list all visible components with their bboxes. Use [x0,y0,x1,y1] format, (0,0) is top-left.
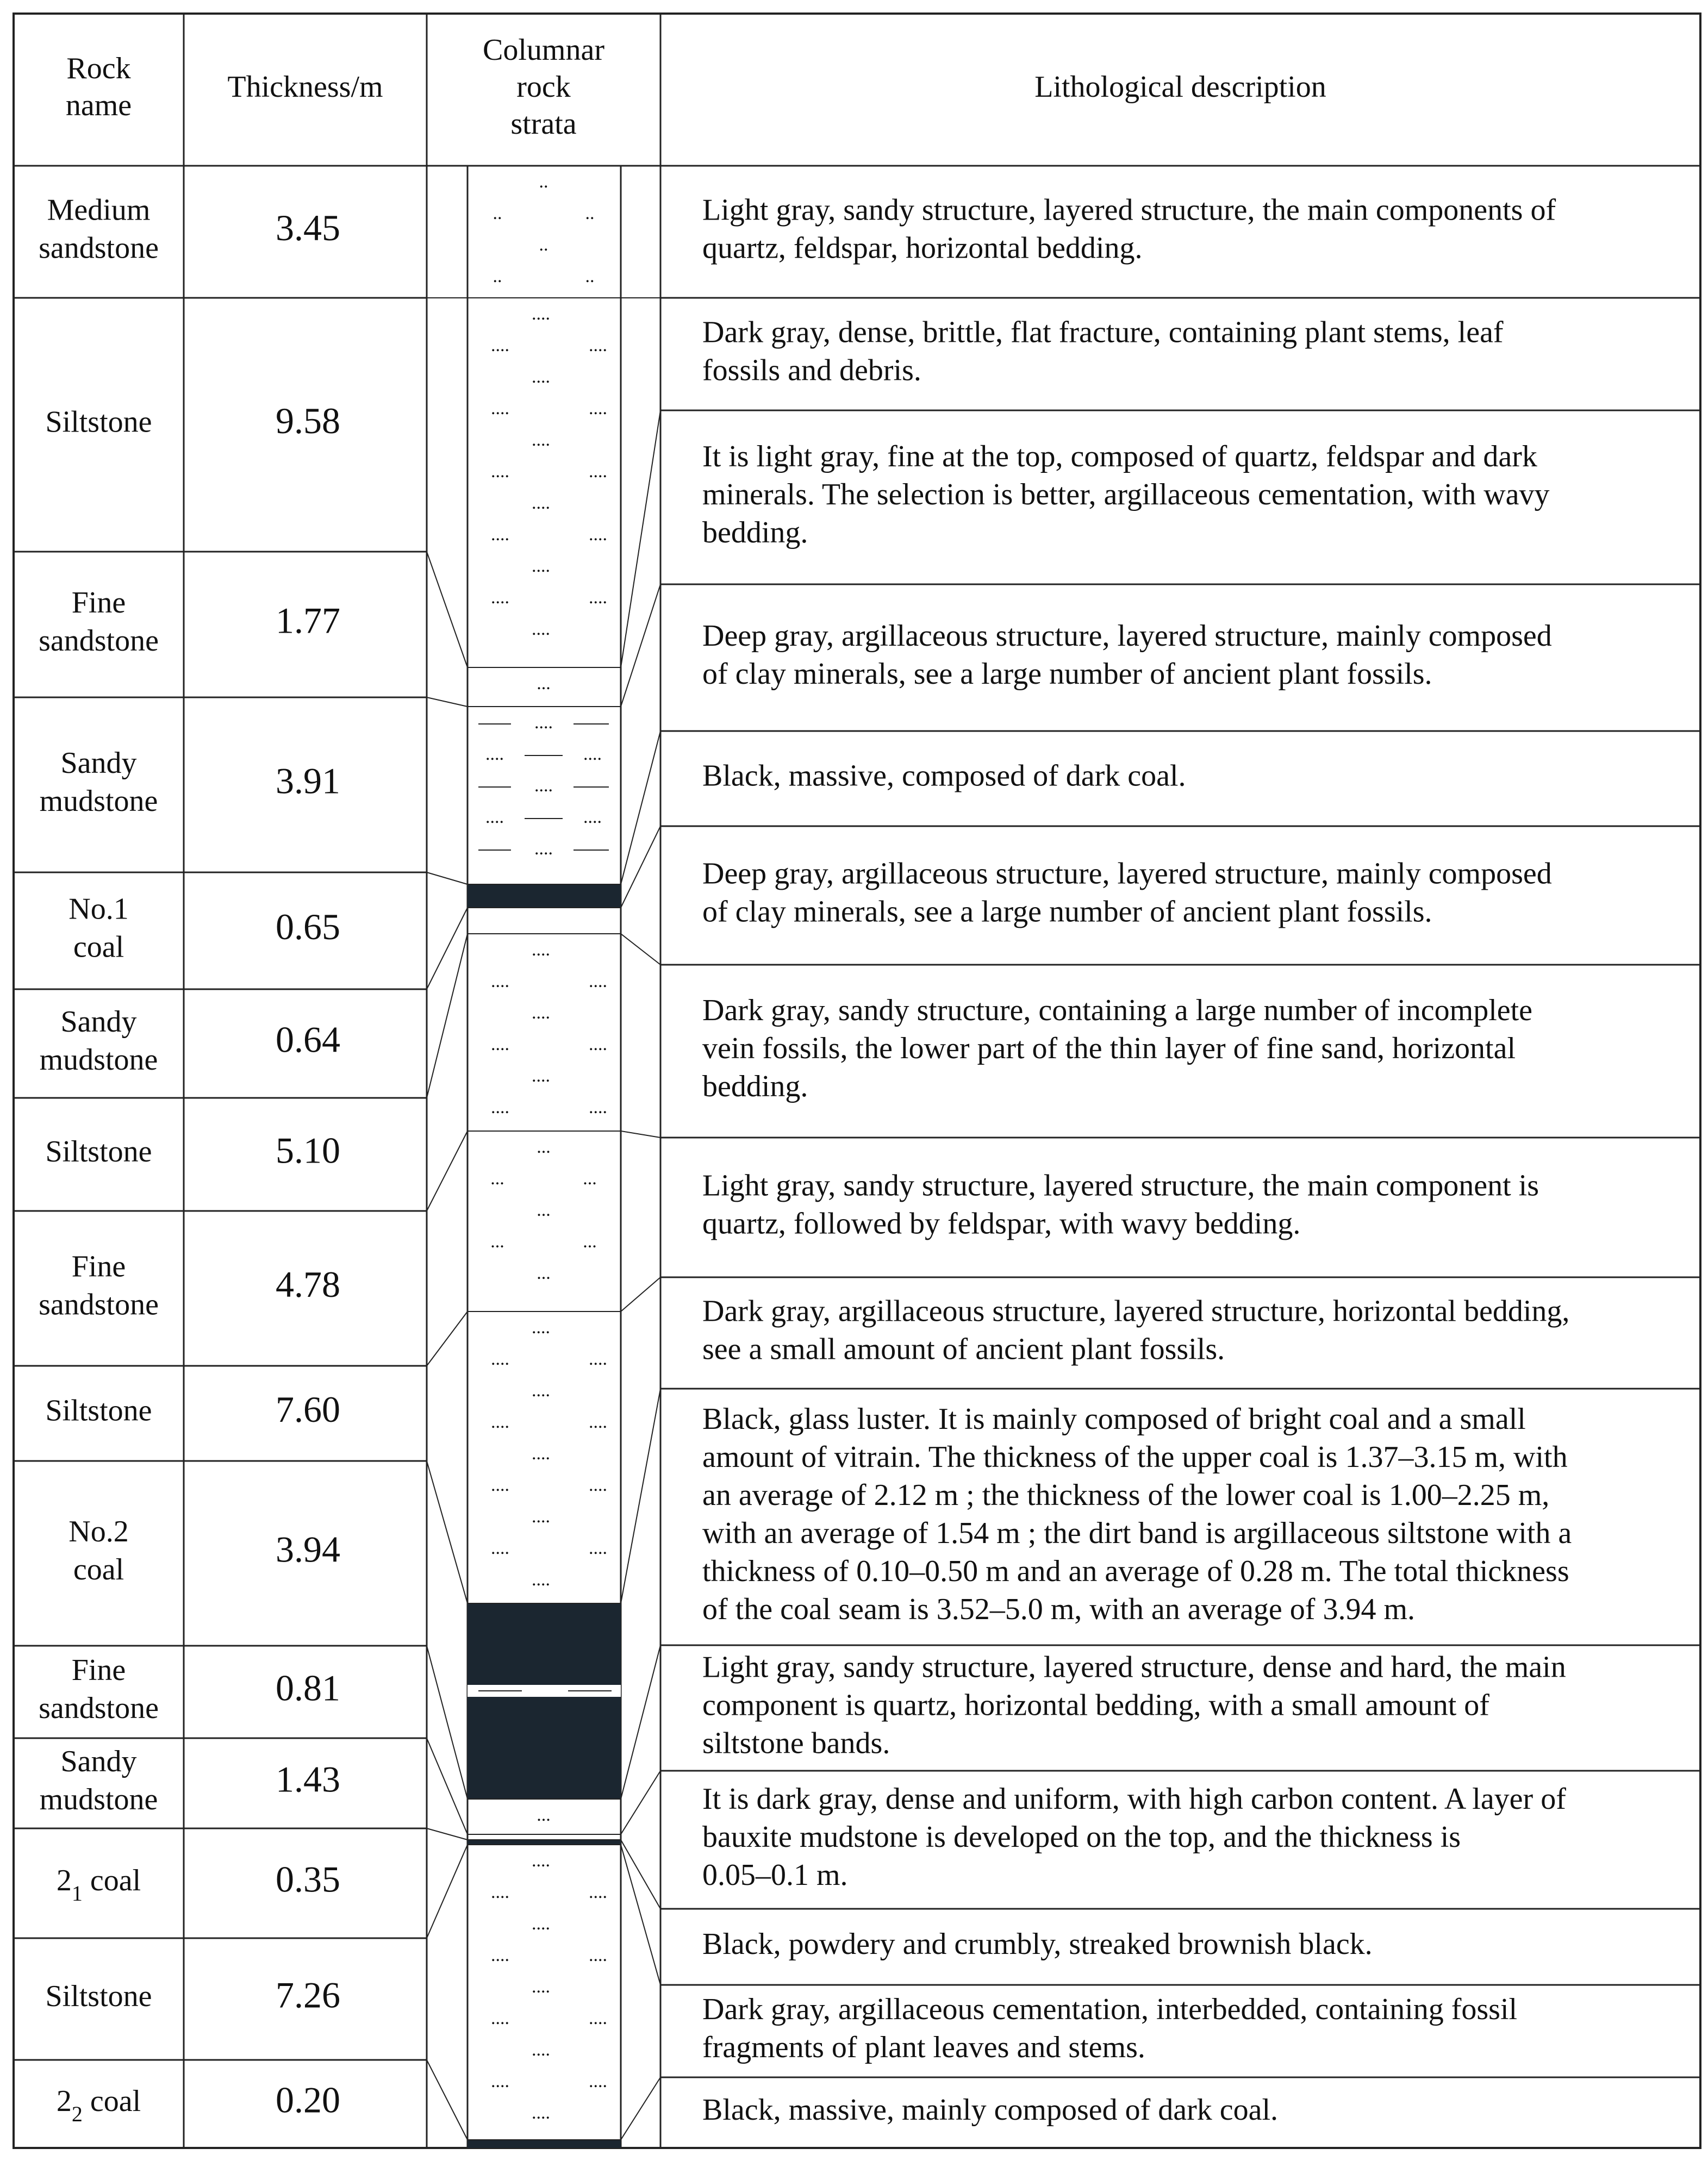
strata-pattern-mark: .... [532,1317,550,1338]
rock-name [57,2084,141,2126]
rock-name: Sandy [60,1004,137,1039]
rock-name-subscript: 1 [71,1881,83,1906]
strata-layer-siltstone [491,304,607,639]
lithological-description: It is light gray, fine at the top, composed of quartz, feldspar and dark [702,439,1537,473]
connector-line [621,1277,660,1311]
strata-pattern-mark: .... [491,1349,509,1369]
rock-name-part: coal [82,1863,141,1897]
strata-pattern-mark: .... [532,556,550,576]
lithological-description: Dark gray, argillaceous cementation, interbedded, containing fossil [702,1992,1518,2026]
strata-pattern-mark: .... [589,461,607,482]
strata-pattern-mark: .... [589,1412,607,1432]
strata-pattern-mark: .... [583,807,602,827]
table-text [39,33,1572,2127]
strata-pattern-mark: ... [490,1232,504,1252]
strata-pattern-mark: .... [589,1034,607,1054]
rock-name-part: 2 [56,1863,72,1897]
lithological-description: of clay minerals, see a large number of ancient plant fossils. [702,895,1432,929]
thickness-value: 7.26 [276,1974,340,2016]
strata-pattern-mark: .... [589,2008,607,2028]
strata-pattern-mark: .... [532,1444,550,1464]
lithological-description: Black, powdery and crumbly, streaked brownish black. [702,1927,1373,1961]
connector-line [621,1645,660,1799]
strata-pattern-mark: .... [532,1977,550,1997]
lithological-description: quartz, followed by feldspar, with wavy bedding. [702,1207,1301,1241]
strata-pattern-mark: ... [583,1169,597,1189]
strata-pattern-mark: .... [532,304,550,324]
thickness-value: 0.20 [276,2079,340,2121]
connector-line [427,1461,467,1603]
strata-pattern-mark: .... [532,1381,550,1401]
header-columnar-strata: Columnar [483,33,604,67]
header-rock-name: name [65,88,132,122]
strata-pattern-mark: .... [589,524,607,545]
lithological-description: an average of 2.12 m ; the thickness of the lower coal is 1.00–2.25 m, [702,1478,1550,1512]
thickness-value: 1.43 [276,1758,340,1800]
rock-name: Sandy [60,1744,137,1778]
strata-layer-medium-sandstone [493,172,595,286]
strata-layer-coal [467,1603,621,1799]
strata-pattern-mark: .... [491,2008,509,2028]
lithological-description: Dark gray, argillaceous structure, layered structure, horizontal bedding, [702,1294,1570,1328]
strata-pattern-mark: .... [589,971,607,991]
strata-pattern-mark: .... [589,1475,607,1495]
rock-name: sandstone [39,1691,159,1725]
connector-line [621,1131,660,1138]
lithological-description: vein fossils, the lower part of the thin layer of fine sand, horizontal [702,1031,1516,1065]
rock-name [57,1864,141,1906]
strata-column [467,166,621,2148]
strata-pattern-mark: .... [589,1349,607,1369]
connector-line [427,1845,467,1938]
rock-name: coal [73,930,124,964]
lithological-description: fragments of plant leaves and stems. [702,2030,1145,2064]
lithological-description: It is dark gray, dense and uniform, with high carbon content. A layer of [702,1782,1566,1816]
thickness-value: 9.58 [276,400,340,442]
lithological-description: thickness of 0.10–0.50 m and an average of 0.28 m. The total thickness [702,1554,1569,1588]
strata-pattern-mark: .... [491,461,509,482]
thickness-value: 0.64 [276,1019,340,1060]
connector-line [621,1840,660,1909]
connector-line [427,1828,467,1840]
connector-line [621,2077,660,2140]
strata-pattern-mark: ... [583,1232,597,1252]
strata-pattern-mark: .... [532,1066,550,1086]
strata-pattern-mark: ... [537,1200,551,1220]
lithological-description: 0.05–0.1 m. [702,1858,848,1892]
rock-name: Siltstone [45,1394,152,1428]
strata-pattern-mark: .... [534,713,553,733]
thickness-value: 7.60 [276,1389,340,1431]
strata-pattern-mark: .... [534,776,553,796]
rock-name: Siltstone [45,1134,152,1169]
strata-pattern-mark: .... [491,1475,509,1495]
strata-pattern-mark: .... [532,430,550,450]
rock-name: Fine [71,1250,126,1284]
lithological-description: bauxite mudstone is developed on the top, and the thickness is [702,1820,1461,1854]
rock-name: mudstone [39,1042,158,1077]
rock-name: Sandy [60,746,137,780]
strata-pattern-mark: ... [537,1805,551,1825]
rock-name: sandstone [39,623,159,658]
strata-pattern-mark: .... [532,367,550,387]
strata-pattern-mark: .... [534,839,553,859]
strata-pattern-mark: .... [491,524,509,545]
strata-pattern-mark: .... [532,2103,550,2123]
header-thickness: Thickness/m [227,70,383,104]
strata-pattern-mark: .... [589,335,607,355]
rock-name: Siltstone [45,405,152,439]
strata-layer-coal [467,884,621,908]
rock-name: No.2 [68,1514,129,1548]
connector-line [427,697,467,707]
strata-pattern-mark: .... [491,2071,509,2091]
strata-layer-fine-sandstone [537,1805,551,1825]
strata-pattern-mark: .. [493,203,502,223]
lithological-description: Deep gray, argillaceous structure, layered structure, mainly composed [702,619,1552,653]
strata-pattern-mark: .... [491,1034,509,1054]
strata-pattern-mark: .. [539,172,548,192]
strata-pattern-mark: .... [491,1097,509,1117]
strata-layer-sandy-mudstone [478,713,609,859]
rock-name-part: 2 [56,2084,72,2118]
rock-name: Fine [71,585,126,620]
strata-pattern-mark: .... [491,1882,509,1902]
strata-pattern-mark: .... [532,2040,550,2060]
strata-layer-coal [467,2140,621,2148]
connector-line [621,1845,660,1985]
strata-pattern-mark: .... [532,940,550,960]
thickness-value: 0.81 [276,1667,340,1709]
strata-pattern-mark: .... [532,493,550,513]
strata-pattern-mark: .... [485,807,504,827]
strata-pattern-mark: .... [532,1914,550,1934]
connector-line [621,731,660,884]
lithological-description: siltstone bands. [702,1726,890,1760]
lithological-description: Light gray, sandy structure, layered structure, dense and hard, the main [702,1650,1566,1684]
strata-pattern-mark: .. [493,266,502,286]
connector-line [621,826,660,908]
strata-layer-coal [467,1840,621,1845]
rock-name-part: coal [82,2084,141,2118]
strata-pattern-mark: .. [585,266,595,286]
strata-pattern-mark: .... [532,1507,550,1527]
lithological-description: minerals. The selection is better, argillaceous cementation, with wavy [702,477,1550,511]
rock-name: coal [73,1552,124,1587]
strata-pattern-mark: .... [532,1570,550,1590]
lithological-description: see a small amount of ancient plant fossils. [702,1332,1225,1366]
strata-pattern-mark: .... [589,1097,607,1117]
connector-line [427,908,467,989]
lithological-description: bedding. [702,1069,808,1103]
connector-line [427,1311,467,1366]
lithological-description: Deep gray, argillaceous structure, layered structure, mainly composed [702,857,1552,891]
lithological-description: Light gray, sandy structure, layered structure, the main components of [702,193,1556,227]
connector-line [621,1771,660,1834]
strata-pattern-mark: .. [585,203,595,223]
strata-pattern-mark: ... [490,1169,504,1189]
thickness-value: 3.45 [276,207,340,249]
lithological-description: Black, massive, mainly composed of dark coal. [702,2093,1279,2127]
lithological-description: with an average of 1.54 m ; the dirt band is argillaceous siltstone with a [702,1516,1572,1550]
strata-layer-siltstone [491,940,607,1117]
lithological-description: component is quartz, horizontal bedding, with a small amount of [702,1688,1489,1722]
strata-pattern-mark: ... [537,673,551,694]
thickness-value: 5.10 [276,1129,340,1171]
connector-line [621,934,660,965]
rock-name: sandstone [39,231,159,265]
strata-pattern-mark: .... [532,1003,550,1023]
strata-pattern-mark: ... [537,1263,551,1283]
thickness-value: 4.78 [276,1264,340,1306]
strata-pattern-mark: .... [589,2071,607,2091]
header-columnar-strata: rock [516,70,571,104]
lithological-description: fossils and debris. [702,353,921,388]
coal-fill [467,1840,621,1845]
strata-pattern-mark: .... [532,619,550,639]
strata-layer-fine-sandstone [490,1137,597,1283]
strata-pattern-mark: .... [589,398,607,419]
connector-line [427,1738,467,1834]
lithological-description: Dark gray, sandy structure, containing a large number of incomplete [702,993,1533,1027]
strata-pattern-mark: .... [589,1945,607,1965]
strata-pattern-mark: .... [491,971,509,991]
strata-pattern-mark: .... [491,588,509,608]
lithological-description: Black, glass luster. It is mainly composed of bright coal and a small [702,1402,1526,1436]
connector-line [621,584,660,707]
lithological-description: of clay minerals, see a large number of ancient plant fossils. [702,657,1432,691]
header-rock-name: Rock [66,51,131,85]
lithological-description: amount of vitrain. The thickness of the upper coal is 1.37–3.15 m, with [702,1440,1568,1474]
rock-name: Siltstone [45,1979,152,2013]
strata-pattern-mark: .... [485,744,504,764]
connector-line [427,1646,467,1799]
strata-pattern-mark: ... [537,1137,551,1157]
strata-pattern-mark: .... [589,1882,607,1902]
thickness-value: 0.35 [276,1858,340,1900]
thickness-value: 0.65 [276,906,340,948]
rock-name: mudstone [39,784,158,818]
rock-name: Medium [47,193,151,227]
connector-line [621,1389,660,1603]
lithological-description: quartz, feldspar, horizontal bedding. [702,231,1143,265]
lithological-description: of the coal seam is 3.52–5.0 m, with an average of 3.94 m. [702,1592,1415,1626]
coal-fill [467,2140,621,2148]
strata-pattern-mark: .... [491,1538,509,1558]
strata-pattern-mark: .... [491,398,509,419]
coal-fill [467,884,621,908]
strata-layer-siltstone [491,1317,607,1590]
coal-fill [467,1603,621,1799]
strata-pattern-mark: .... [491,1945,509,1965]
connector-line [427,1131,467,1211]
connector-line [427,2060,467,2140]
strata-layer-siltstone [491,1851,607,2123]
thickness-value: 3.91 [276,760,340,802]
connector-line [427,934,467,1098]
rock-name: Fine [71,1653,126,1687]
strata-pattern-mark: .. [539,235,548,255]
lithological-description: Light gray, sandy structure, layered structure, the main component is [702,1169,1539,1203]
strata-pattern-mark: .... [532,1851,550,1871]
lithological-description: Black, massive, composed of dark coal. [702,759,1186,793]
lithological-description: bedding. [702,515,808,549]
strata-pattern-mark: .... [583,744,602,764]
strata-pattern-mark: .... [491,335,509,355]
lithological-description: Dark gray, dense, brittle, flat fracture, containing plant stems, leaf [702,315,1504,349]
header-description: Lithological description [1034,70,1326,104]
strata-pattern-mark: .... [491,1412,509,1432]
connector-line [427,872,467,884]
rock-name: sandstone [39,1288,159,1322]
thickness-value: 3.94 [276,1528,340,1570]
rock-name: No.1 [68,892,129,926]
strata-pattern-mark: .... [589,1538,607,1558]
thickness-value: 1.77 [276,599,340,641]
strata-pattern-mark: .... [589,588,607,608]
rock-name: mudstone [39,1782,158,1816]
connector-line [427,552,467,667]
connector-line [621,410,660,667]
strata-layer-fine-sandstone [537,673,551,694]
header-columnar-strata: strata [510,107,577,141]
rock-name-subscript: 2 [71,2101,83,2126]
